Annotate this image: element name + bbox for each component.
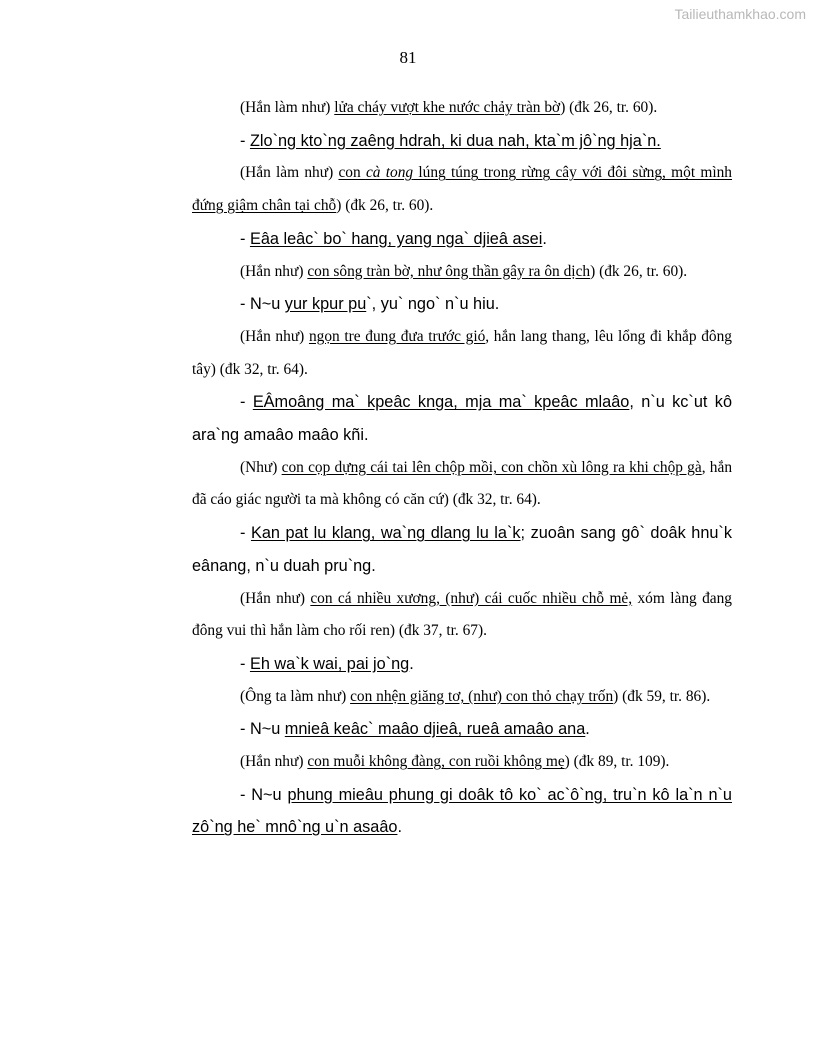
underlined-phrase: con sông tràn bờ, như ông thần gây ra ôn dịch [307, 262, 591, 280]
underlined-phrase: con cọp dựng cái tai lên chộp mồi, con chồn xù lông ra khi chộp gà [281, 458, 702, 476]
paragraph-6 [192, 288, 732, 321]
text-segment: ) (đk 26, tr. 60). [590, 262, 688, 280]
underlined-phrase: Zlo`ng kto`ng zaêng hdrah, ki dua nah, kta`m jô`ng hja`n. [249, 131, 661, 150]
paragraph-12 [192, 648, 732, 681]
text-segment: , n`u kc`ut kô ara`ng amaâo maâo kñi. [192, 393, 733, 445]
text-segment: ) (đk 59, tr. 86). [613, 687, 711, 705]
text-segment: - [240, 654, 250, 673]
text-segment: xóm làng đang đông vui thì hắn làm cho rối ren) (đk 37, tr. 67). [192, 589, 732, 640]
text-segment: (Hắn như) [240, 262, 308, 280]
underlined-phrase: lửa cháy vượt khe nước chảy tràn bờ [334, 99, 561, 116]
text-segment: , hắn đã cáo giác người ta mà không có căn cứ) (đk 32, tr. 64). [192, 458, 733, 509]
paragraph-1 [192, 92, 732, 125]
text-segment: - N~u [240, 295, 285, 314]
paragraph-13 [192, 681, 732, 714]
text-segment: . [585, 720, 590, 739]
text-segment: . [409, 654, 414, 673]
text-segment: (Như) [240, 458, 282, 476]
text-segment: - [240, 393, 253, 412]
text-segment: (Hắn như) [240, 327, 309, 345]
text-segment: con [338, 164, 366, 182]
underlined-phrase: Eh wa`k wai, pai jo`ng [249, 654, 410, 673]
text-segment: , hắn lang thang, lêu lổng đi khắp đông tây) (đk 32, tr. 64). [192, 327, 733, 378]
text-segment: ) (đk 26, tr. 60). [560, 99, 658, 116]
paragraph-3 [192, 157, 732, 222]
text-segment: (Hắn làm như) [240, 99, 335, 116]
paragraph-4 [192, 223, 732, 256]
paragraph-7 [192, 321, 732, 386]
text-segment: ) (đk 26, tr. 60). [336, 197, 434, 215]
text-segment: ; zuoân sang gô` doâk hnu`k eânang, n`u duah pru`ng. [192, 524, 732, 575]
underlined-phrase: mnieâ keâc` maâo djieâ, rueâ amaâo ana [284, 720, 586, 739]
text-segment: . [542, 229, 547, 248]
underlined-phrase: EÂmoâng ma` kpeâc knga, mja ma` kpeâc mlaâo [252, 393, 630, 412]
paragraph-2 [192, 125, 732, 158]
paragraph-16 [192, 779, 732, 844]
text-segment: - N~u [240, 720, 285, 739]
underlined-phrase: Eâa leâc` bo` hang, yang nga` djieâ asei [249, 229, 543, 248]
text-segment: - N~u [240, 785, 288, 804]
text-segment: lúng túng trong rừng cây với đôi sừng, một mình đứng giậm chân tại chỗ [192, 164, 732, 215]
text-segment: - [240, 131, 250, 150]
text-segment: - [240, 524, 251, 543]
paragraph-14 [192, 713, 732, 746]
underlined-phrase: con cá nhiều xương, (như) cái cuốc nhiều chỗ mẻ, [310, 589, 633, 607]
paragraph-10 [192, 517, 732, 582]
underlined-phrase: ngọn tre đung đưa trước gió [308, 327, 486, 345]
page-number: 81 [399, 48, 417, 67]
text-segment: `, yu` ngo` n`u hiu. [366, 295, 500, 314]
paragraph-15 [192, 746, 732, 779]
text-segment: (Hắn như) [240, 589, 311, 607]
underlined-phrase: yur kpur pu [284, 295, 367, 314]
underlined-phrase: Kan pat lu klang, wa`ng dlang lu la`k [250, 524, 521, 543]
underlined-phrase: con muỗi không đàng, con ruồi không mẹ [307, 753, 565, 771]
paragraph-5 [192, 256, 732, 289]
underlined-phrase: phung mieâu phung gi doâk tô ko` ac`ô`ng, tru`n kô la`n n`u zô`ng he` mnô`ng u`n asaâo [192, 785, 732, 837]
text-segment: (Hắn làm như) [240, 164, 339, 182]
text-segment: - [240, 229, 250, 248]
text-segment: (Ông ta làm như) [240, 687, 351, 705]
paragraph-9 [192, 452, 732, 517]
text-segment: ) (đk 89, tr. 109). [564, 753, 670, 771]
document-body [192, 92, 732, 844]
text-segment: (Hắn như) [240, 753, 308, 771]
watermark: Tailieuthamkhao.com [674, 6, 806, 22]
paragraph-11 [192, 583, 732, 648]
underlined-phrase: con nhện giăng tơ, (như) con thỏ chạy trốn [350, 687, 614, 705]
paragraph-8 [192, 386, 732, 451]
italic-term: cà tong [365, 164, 414, 182]
text-segment: . [397, 818, 402, 837]
